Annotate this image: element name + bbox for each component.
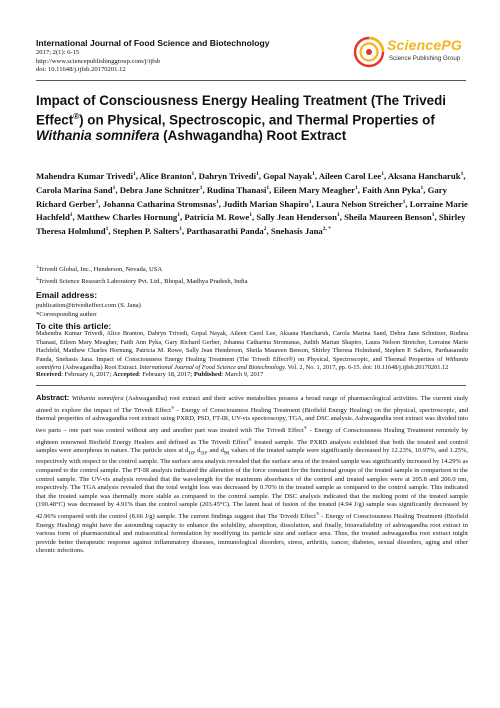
author-name: Shirley Theresa Holmlund bbox=[36, 212, 466, 237]
author-affiliation-marker: 1 bbox=[199, 184, 203, 191]
registered-mark: ® bbox=[248, 436, 252, 442]
author-name: Mahendra Kumar Trivedi bbox=[36, 170, 134, 181]
subscript-d10: 10 bbox=[188, 450, 194, 457]
citation-authors: Mahendra Kumar Trivedi, Alice Branton, Dahryn Trivedi, Gopal Nayak, Aileen Carol Lee, Aksana Hancharuk, Carola Marina Sand, Debra Jane Schnitzer, Rudina Thanasi, Eileen Mary Meagher, Faith Ann Pyka, Gary Richard Gerber, Johanna Catharina Stromsnas, Judith Marian Shapiro, Laura Nelson Streicher, Lorraine Marie Hachfeld, Matthew Charles Hornung, Patricia M. Rowe, Sally Jean Henderson, Sheila Maureen Benson, Shirley Theresa Holmlund, Stephen P. Salters, Parthasarathi Panda, Snehasis Jana. Impact of Consciousness Energy Healing Treatment (The Trivedi Effect®) on Physical, Spectroscopic, and Thermal Properties of bbox=[36, 330, 468, 363]
author-name: Gopal Nayak bbox=[263, 170, 313, 181]
published-label: Published bbox=[193, 371, 222, 378]
author-separator: , bbox=[72, 212, 77, 223]
author-name: Aileen Carol Lee bbox=[318, 170, 382, 181]
corresponding-author-note: *Corresponding author bbox=[36, 311, 97, 318]
author-separator: , bbox=[202, 184, 207, 195]
author-name: Snehasis Jana bbox=[270, 226, 323, 237]
author-affiliation-marker: 1 bbox=[460, 171, 464, 177]
abstract bbox=[36, 394, 468, 556]
article-title bbox=[36, 93, 466, 144]
author-name: Stephen P. Salters bbox=[112, 226, 180, 237]
author-affiliation-marker: 1 bbox=[431, 212, 435, 219]
journal-title: International Journal of Food Science and Biotechnology bbox=[36, 38, 270, 48]
author-affiliation-marker: 2 bbox=[263, 226, 267, 233]
author-affiliation-marker: 1 bbox=[191, 171, 195, 177]
author-name: Laura Nelson Streicher bbox=[315, 198, 403, 209]
author-name: Parthasarathi Panda bbox=[186, 226, 264, 237]
author-separator: , bbox=[357, 184, 363, 195]
author-name: Lorraine Marie Hachfeld bbox=[36, 198, 468, 223]
author-name: Judith Marian Shapiro bbox=[223, 198, 309, 209]
journal-header bbox=[36, 38, 336, 75]
citation-journal: International Journal of Food Science and Biotechnology. bbox=[139, 364, 287, 372]
author-affiliation-marker: 1 bbox=[308, 198, 312, 205]
author-name: Faith Ann Pyka bbox=[362, 184, 421, 195]
journal-issue: 2017; 2(1): 6-15 bbox=[36, 49, 80, 56]
abstract-text: - Energy of Consciousness Healing Treatment remotely by eighteen renowned Biofield Energy Healers and defined as The Trivedi Effect bbox=[36, 427, 468, 446]
accepted-label: Accepted bbox=[112, 371, 139, 378]
author-name: Johanna Catharina Stromsnas bbox=[102, 198, 216, 209]
author-affiliation-marker: 1 bbox=[355, 184, 358, 191]
affiliation-text: Trivedi Global, Inc., Henderson, Nevada, USA bbox=[38, 266, 163, 274]
author-affiliation-marker: 1 bbox=[177, 212, 181, 219]
author-separator: , bbox=[266, 226, 271, 237]
author-affiliation-marker: 1 bbox=[336, 212, 340, 219]
author-separator: , bbox=[252, 212, 257, 223]
abstract-text: , d bbox=[193, 447, 201, 455]
author-separator: , bbox=[311, 198, 316, 209]
article-doi[interactable]: doi: 10.11648/j.ijfsb.20170201.12 bbox=[36, 66, 126, 74]
author-separator: , bbox=[98, 198, 103, 209]
author-separator: , bbox=[339, 212, 345, 223]
registered-mark: ® bbox=[171, 404, 175, 410]
author-affiliation-marker: 1 bbox=[266, 184, 270, 191]
sciencepg-logo-mark-icon bbox=[353, 36, 385, 68]
author-affiliation-marker: 2, * bbox=[322, 226, 332, 233]
author-separator: , bbox=[181, 226, 187, 237]
registered-mark: ® bbox=[303, 424, 308, 430]
publisher-logo bbox=[353, 34, 467, 76]
abstract-text: values of the treated sample were significantly decreased by 12.23%, 10.97%, and 1.25%, respectively with respect to the control sample. The surface area analysis revealed that the surface area of the treated sample was significantly increased by 14.29% as compared to the control sample. The FT-IR analysis indicated the alteration of the force constant for the functional groups of the treated sample in comparison to the control sample. The UV-vis analysis revealed that the wavelength for the maximum absorbance of the control and treated samples were at 205.8 and 206.0 nm, respectively. The TGA analysis revealed that the total weight loss was decreased by 0.70% in the treated sample as compared to the control sample. This indicated that the treated sample was thermally more stable as compared to the control sample. The DSC analysis indicated that the melting point of the treated sample (190.48°C) was decreased by 4.91% than the control sample (203.45°C). The latent heat of fusion of the treated (4.94 J/g) sample was significantly decreased by 42.96% compared with the control (8.66 J/g) sample. The current findings suggest that The Trivedi Effect bbox=[36, 447, 468, 521]
email-heading: Email address: bbox=[36, 290, 98, 300]
author-separator: , bbox=[405, 198, 410, 209]
title-text: ) on Physical, Spectroscopic, and Thermal Properties of bbox=[79, 112, 435, 128]
published-date: : March 9, 2017 bbox=[221, 371, 264, 378]
author-name: Sally Jean Henderson bbox=[256, 212, 337, 223]
author-separator: , bbox=[269, 184, 274, 195]
author-separator: , bbox=[258, 170, 264, 181]
subscript-d50: 50 bbox=[200, 450, 206, 457]
received-date: : February 6, 2017; bbox=[61, 371, 113, 378]
author-name: Gary Richard Gerber bbox=[36, 184, 447, 209]
author-affiliation-marker: 1 bbox=[69, 212, 73, 219]
registered-mark: ® bbox=[315, 510, 320, 516]
journal-url[interactable]: http://www.sciencepublishinggroup.com/j/ijfsb bbox=[36, 57, 161, 65]
article-dates bbox=[36, 371, 468, 380]
author-affiliation-marker: 1 bbox=[420, 184, 424, 191]
author-affiliation-marker: 1 bbox=[179, 226, 182, 233]
author-separator: , bbox=[108, 226, 113, 237]
author-separator: , bbox=[218, 198, 224, 209]
citation-text bbox=[36, 330, 468, 373]
author-affiliation-marker: 1 bbox=[255, 171, 259, 177]
citation-species: Withania somnifera bbox=[36, 355, 468, 372]
title-registered-mark: ® bbox=[73, 112, 80, 121]
cite-heading: To cite this article: bbox=[36, 321, 112, 331]
author-name: Eileen Mary Meagher bbox=[273, 184, 356, 195]
affiliation-2 bbox=[36, 274, 466, 286]
citation-title-end: (Ashwagandha) Root Extract. bbox=[61, 364, 140, 372]
author-affiliation-marker: 1 bbox=[105, 226, 109, 233]
title-text: (Ashwagandha) Root Extract bbox=[159, 128, 347, 144]
author-name: Dahryn Trivedi bbox=[198, 170, 256, 181]
abstract-text: (Ashwagandha) root extract and their active metabolites possess a broad range of pharmacological activities. The current study aimed to explore the impact of The Trivedi Effect bbox=[36, 395, 469, 414]
affiliation-marker: 1 bbox=[36, 264, 39, 269]
author-name: Debra Jane Schnitzer bbox=[119, 184, 200, 195]
author-separator: , bbox=[180, 212, 185, 223]
author-name: Carola Marina Sand bbox=[36, 184, 113, 195]
logo-wordmark: SciencePG bbox=[387, 37, 462, 53]
author-separator: , bbox=[115, 184, 120, 195]
accepted-date: : February 18, 2017; bbox=[138, 371, 194, 378]
subscript-d90: 90 bbox=[223, 450, 230, 457]
author-affiliation-marker: 1 bbox=[402, 198, 406, 205]
abstract-divider bbox=[36, 385, 466, 386]
title-species-name: Withania somnifera bbox=[36, 128, 160, 144]
abstract-text: , and d bbox=[205, 447, 224, 455]
author-affiliation-marker: 1 bbox=[312, 171, 315, 177]
author-separator: , bbox=[434, 212, 439, 223]
email-address[interactable]: publication@trivedieffect.com (S. Jana) bbox=[36, 302, 141, 309]
affiliation-1 bbox=[36, 262, 466, 274]
author-affiliation-marker: 1 bbox=[215, 198, 219, 205]
header-divider bbox=[36, 80, 466, 81]
author-separator: , bbox=[194, 170, 199, 181]
author-name: Matthew Charles Hornung bbox=[76, 212, 178, 223]
author-separator: , bbox=[135, 170, 140, 181]
author-affiliation-marker: 1 bbox=[249, 212, 253, 219]
abstract-species: Withania somnifera bbox=[71, 395, 124, 402]
received-label: Received bbox=[36, 371, 62, 378]
citation-volume-doi: Vol. 2, No. 1, 2017, pp. 6-15. doi: 10.11648/j.ijfsb.20170201.12 bbox=[286, 364, 449, 372]
title-text: Impact of Consciousness Energy Healing Treatment (The Trivedi Effect bbox=[36, 93, 447, 128]
affiliation-marker: 2 bbox=[36, 276, 39, 281]
abstract-text: - Energy of Consciousness Healing Treatment (Biofield Energy Healing) on the physical, spectroscopic, and thermal properties of ashwagandha root extract using PXRD, PSD, FT-IR, UV-vis spectroscopy, TGA, and DSC analysis. Ashwagandha root extract was divided into two parts – one part was control without any and another part was treated with The Trivedi Effect bbox=[36, 406, 468, 435]
author-name: Sheila Maureen Benson bbox=[344, 212, 432, 223]
abstract-text: treated sample. The PXRD analysis exhibited that both the treated and control samples were amorphous in nature. The particle sizes at d bbox=[36, 438, 468, 455]
author-list bbox=[36, 169, 468, 238]
author-separator: , bbox=[463, 170, 466, 181]
abstract-label: Abstract: bbox=[36, 393, 70, 402]
author-affiliation-marker: 1 bbox=[95, 198, 99, 205]
author-affiliation-marker: 1 bbox=[133, 171, 136, 177]
author-separator: , bbox=[314, 170, 319, 181]
author-affiliation-marker: 1 bbox=[381, 171, 385, 177]
author-name: Aksana Hancharuk bbox=[387, 170, 461, 181]
author-name: Alice Branton bbox=[139, 170, 192, 181]
logo-subtitle: Science Publishing Group bbox=[389, 55, 461, 62]
author-affiliation-marker: 1 bbox=[112, 184, 116, 191]
author-name: Rudina Thanasi bbox=[206, 184, 267, 195]
author-separator: , bbox=[384, 170, 388, 181]
abstract-text: - Energy of Consciousness Healing Treatment (Biofield Energy Healing) might have the astounding capacity to enhance the solubility, absorption, dissolution, and finally, bioavailability of ashwagandha root extract in various form of pharmaceutical and nutraceutical formulation by modifying its particle size and surface area. Thus, the treated ashwagandha root extract might provide better therapeutic response against inflammatory diseases, immunological disorders, stress, arthritis, cancer, diabetes, sexual disorders, aging and other chronic infections. bbox=[36, 513, 468, 555]
author-name: Patricia M. Rowe bbox=[184, 212, 250, 223]
affiliation-text: Trivedi Science Research Laboratory Pvt. Ltd., Bhopal, Madhya Pradesh, India bbox=[38, 278, 248, 286]
author-separator: , bbox=[423, 184, 428, 195]
